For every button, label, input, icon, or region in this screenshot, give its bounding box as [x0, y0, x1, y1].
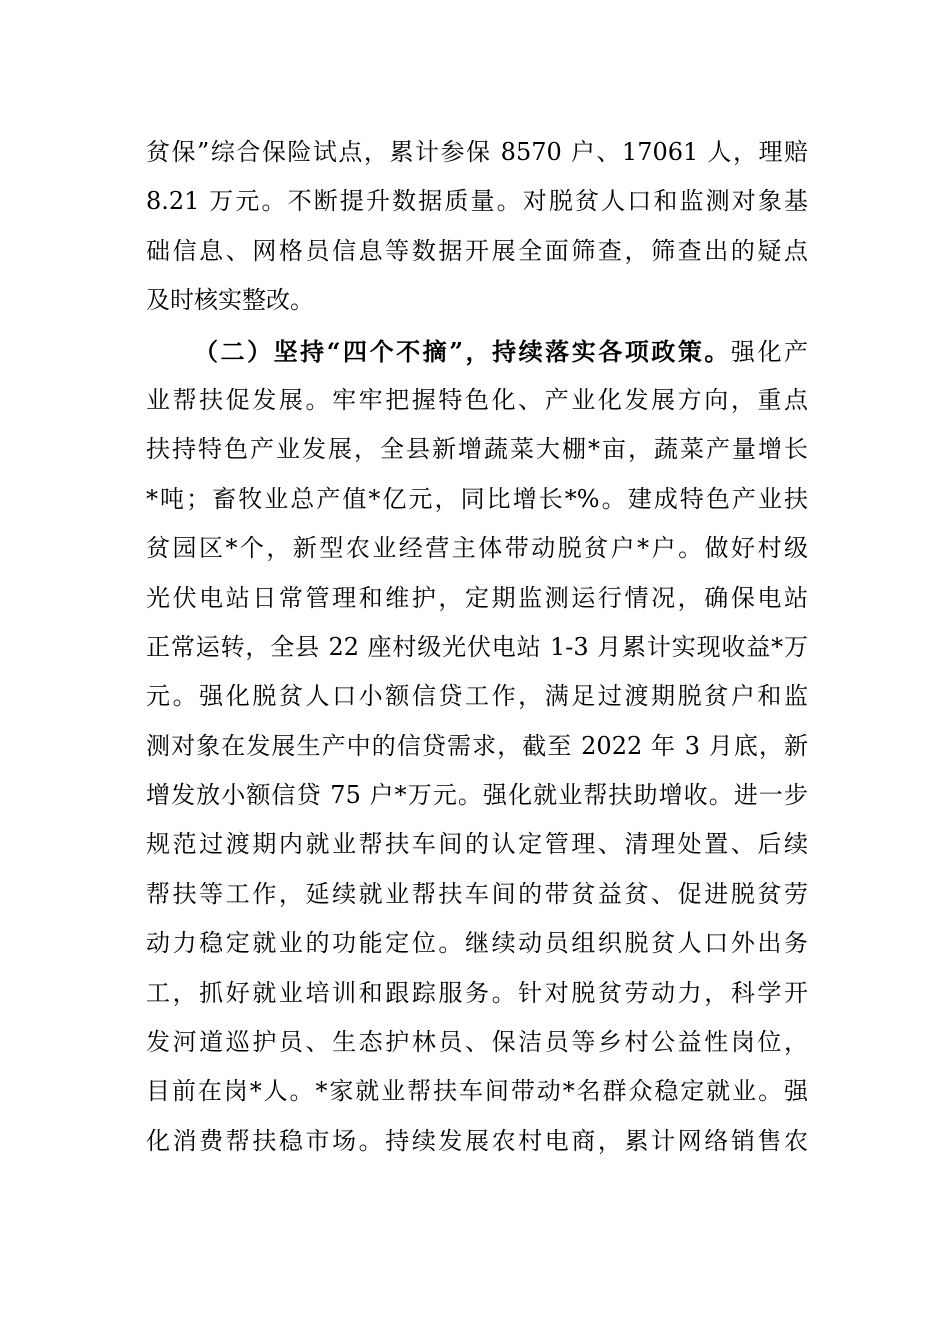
text-run: 强化产: [730, 337, 808, 366]
text-line: 工，抓好就业培训和跟踪服务。针对脱贫劳动力，科学开: [146, 978, 808, 1007]
text-line: 规范过渡期内就业帮扶车间的认定管理、清理处置、后续: [146, 830, 808, 859]
text-line: 化消费帮扶稳市场。持续发展农村电商，累计网络销售农: [146, 1126, 808, 1155]
text-line: 动力稳定就业的功能定位。继续动员组织脱贫人口外出务: [146, 929, 808, 958]
text-line: 发河道巡护员、生态护林员、保洁员等乡村公益性岗位，: [146, 1028, 808, 1057]
text-line: 础信息、网格员信息等数据开展全面筛查，筛查出的疑点: [146, 236, 808, 265]
document-body: [146, 128, 808, 1166]
section-heading: （二）坚持“四个不摘”，持续落实各项政策。: [194, 336, 731, 366]
text-line: 正常运转，全县 22 座村级光伏电站 1-3 月累计实现收益*万: [146, 632, 808, 661]
text-line: 增发放小额信贷 75 户*万元。强化就业帮扶助增收。进一步: [146, 781, 808, 810]
text-line: 光伏电站日常管理和维护，定期监测运行情况，确保电站: [146, 583, 808, 612]
text-line: 贫园区*个，新型农业经营主体带动脱贫户*户。做好村级: [146, 534, 808, 563]
text-line: 帮扶等工作，延续就业帮扶车间的带贫益贫、促进脱贫劳: [146, 879, 808, 908]
text-line: 业帮扶促发展。牢牢把握特色化、产业化发展方向，重点: [146, 385, 808, 414]
paragraph-2: [146, 327, 808, 1167]
text-line: 贫保”综合保险试点，累计参保 8570 户、17061 人，理赔: [146, 138, 808, 166]
text-line: 扶持特色产业发展，全县新增蔬菜大棚*亩，蔬菜产量增长: [146, 435, 808, 464]
paragraph-1: [146, 128, 808, 326]
text-line: 目前在岗*人。*家就业帮扶车间带动*名群众稳定就业。强: [146, 1077, 808, 1106]
text-line: *吨；畜牧业总产值*亿元，同比增长*%。建成特色产业扶: [146, 484, 808, 513]
text-line: 8.21 万元。不断提升数据质量。对脱贫人口和监测对象基: [146, 187, 808, 216]
text-line: [146, 327, 808, 376]
text-line: 测对象在发展生产中的信贷需求，截至 2022 年 3 月底，新: [146, 731, 808, 760]
text-line: 及时核实整改。: [146, 286, 314, 315]
text-line: 元。强化脱贫人口小额信贷工作，满足过渡期脱贫户和监: [146, 682, 808, 711]
